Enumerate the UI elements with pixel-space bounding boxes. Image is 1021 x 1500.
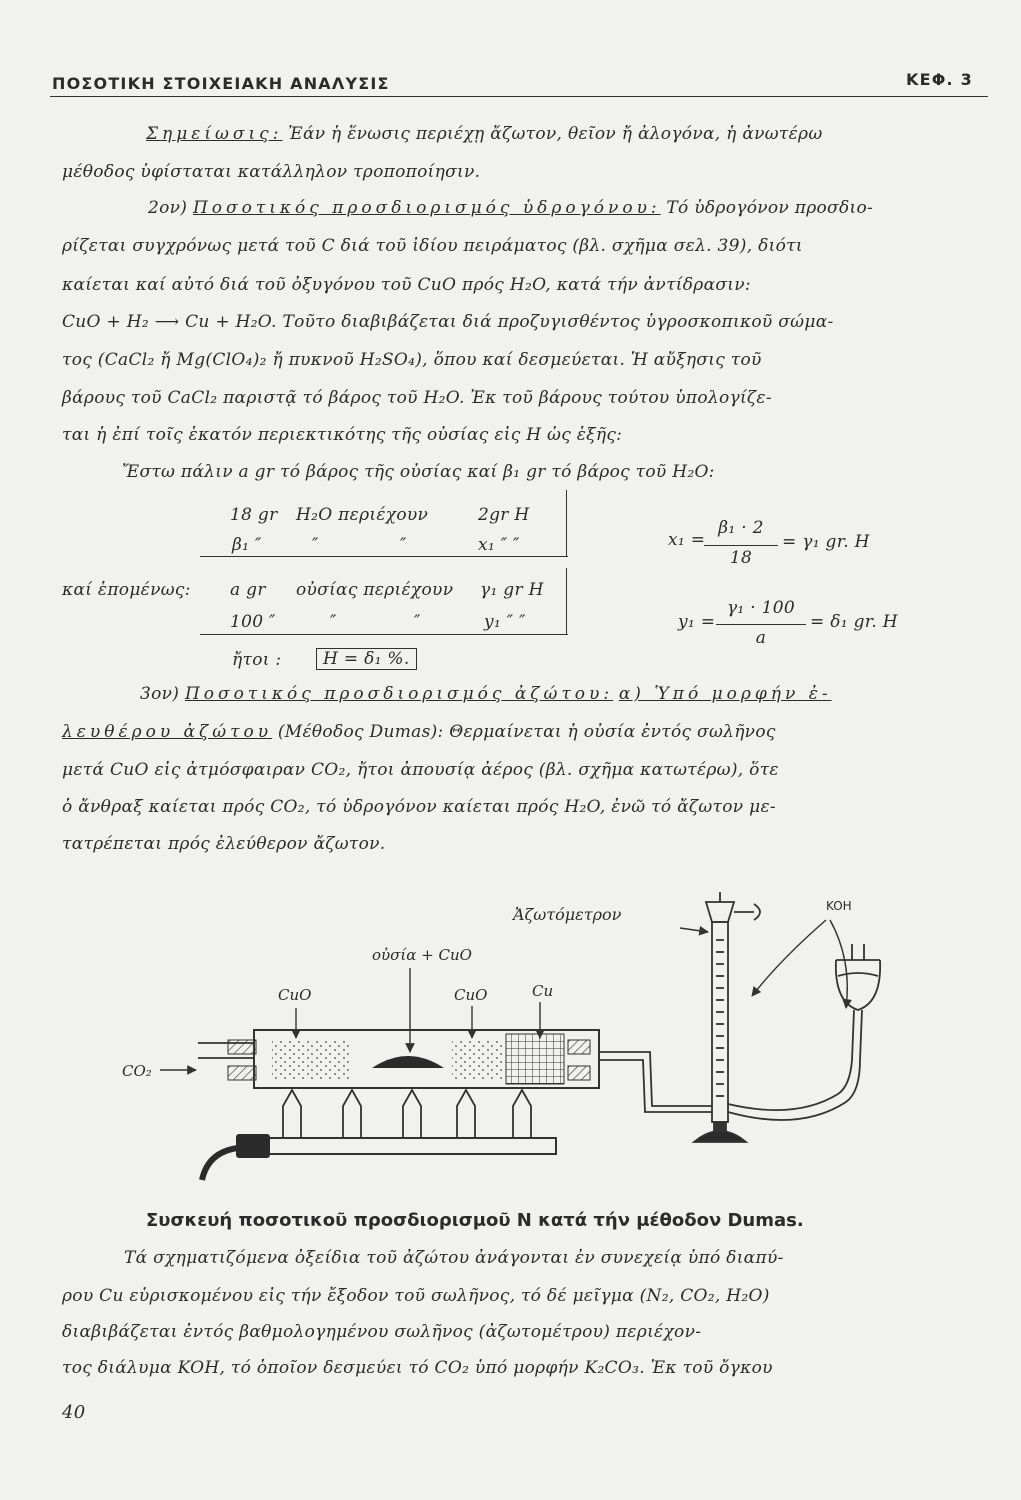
azotometer [694, 892, 760, 1142]
calc-row3-b: a gr [230, 580, 266, 600]
koh-leveling-bulb [836, 944, 880, 1010]
calc-row2-a: β₁ ″ [232, 535, 262, 555]
header-rule [50, 96, 988, 97]
section3-heading-2: λευθέρου ἀζώτου [62, 722, 273, 742]
note-text-1: Ἐάν ἡ ἕνωσις περιέχῃ ἄζωτον, θεῖον ἤ ἀλογόνα, ἡ ἀνωτέρω [288, 124, 823, 144]
section2-line-3: CuO + H₂ ⟶ Cu + H₂O. Τοῦτο διαβιβάζεται διά προζυγισθέντος ὑγροσκοπικοῦ σώμα- [62, 312, 834, 332]
burner-row [268, 1090, 556, 1154]
eq2-lhs: y₁ = [678, 612, 716, 632]
section3-subheading: α) Ὑπό μορφήν ἐ- [618, 684, 832, 704]
running-title: ΠΟΣΟΤΙΚΗ ΣΤΟΙΧΕΙΑΚΗ ΑΝΑΛΥΣΙΣ [52, 74, 390, 93]
outlet-tubing [599, 1052, 712, 1112]
closing-line-4: τος διάλυμα KOH, τό ὁποῖον δεσμεύει τό CO₂ ὑπό μορφήν K₂CO₃. Ἐκ τοῦ ὄγκου [62, 1358, 773, 1378]
label-substance: οὐσία + CuO [372, 946, 472, 964]
note-line-2: μέθοδος ὑφίσταται κατάλληλον τροποποίησιν. [62, 162, 481, 182]
closing-line-2: ρου Cu εὑρισκομένου εἰς τήν ἔξοδον τοῦ σωλῆνος, τό δέ μεῖγμα (N₂, CO₂, H₂O) [62, 1286, 770, 1306]
section3-heading: Ποσοτικός προσδιορισμός ἀζώτου: [184, 684, 614, 704]
section2-line-4: τος (CaCl₂ ἤ Mg(ClO₄)₂ ἤ πυκνοῦ H₂SO₄), ὅπου καί δεσμεύεται. Ἡ αὔξησις τοῦ [62, 350, 762, 370]
page-number: 40 [62, 1402, 86, 1423]
note-label: Σημείωσις: [146, 124, 283, 144]
calc-row3-a: καί ἑπομένως: [62, 580, 191, 600]
calc-row4-a: 100 ″ [230, 612, 276, 632]
section3-line-1 [62, 722, 776, 742]
label-azotometer: Ἀζωτόμετρον [513, 905, 622, 924]
chapter-label: ΚΕΦ. 3 [906, 70, 973, 89]
section2-heading: Ποσοτικός προσδιορισμός ὑδρογόνου: [192, 198, 661, 218]
eq2-numerator: γ₁ · 100 [726, 598, 796, 618]
section3-text-1: (Μέθοδος Dumas): Θερμαίνεται ἡ οὐσία ἐντός σωλῆνος [277, 722, 776, 742]
label-co2: CO₂ [122, 1062, 152, 1080]
label-cuo-right: CuO [454, 986, 488, 1004]
dumas-apparatus-diagram [0, 880, 1021, 1200]
section2-line-1: ρίζεται συγχρόνως μετά τοῦ C διά τοῦ ἰδίου πειράματος (βλ. σχῆμα σελ. 39), διότι [62, 236, 803, 256]
calc-row4-d: y₁ ″ ″ [484, 612, 526, 632]
result-box: H = δ₁ %. [316, 648, 417, 670]
eq2-bar [716, 624, 806, 625]
section3-number: 3ον) [140, 684, 180, 704]
label-koh: KOH [826, 899, 852, 913]
section2-number: 2ον) [148, 198, 188, 218]
closing-line-1: Τά σχηματιζόμενα ὀξείδια τοῦ ἀζώτου ἀνάγονται ἐν συνεχείᾳ ὑπό διαπύ- [124, 1248, 784, 1268]
section3-line-3: ὁ ἄνθραξ καίεται πρός CO₂, τό ὑδρογόνον καίεται πρός H₂O, ἐνῶ τό ἄζωτον με- [62, 797, 776, 817]
eq1-numerator: β₁ · 2 [718, 518, 764, 538]
calc-row1-c: 2gr H [478, 505, 530, 525]
calc-row1-a: 18 gr [230, 505, 278, 525]
calc-hline-1 [200, 556, 568, 557]
section2-line-6: ται ἡ ἐπί τοῖς ἑκατόν περιεκτικότης τῆς οὐσίας εἰς H ὡς ἑξῆς: [62, 425, 623, 445]
calc-row2-d: x₁ ″ ″ [478, 535, 520, 555]
calc-row1-b: H₂O περιέχουν [296, 505, 429, 525]
gas-hose [202, 1134, 270, 1180]
eq2-rhs: = δ₁ gr. H [810, 612, 898, 632]
closing-line-3: διαβιβάζεται ἐντός βαθμολογημένου σωλῆνος (ἀζωτομέτρου) περιέχον- [62, 1322, 702, 1342]
calc-row4-b: ″ [330, 612, 337, 632]
calc-row2-c: ″ [400, 535, 407, 555]
eq2-denominator: a [755, 628, 767, 648]
section3-heading-line [140, 684, 832, 704]
figure-caption: Συσκευή ποσοτικοῦ προσδιορισμοῦ N κατά τήν μέθοδον Dumas. [146, 1210, 804, 1231]
section2-line-2: καίεται καί αὐτό διά τοῦ ὀξυγόνου τοῦ CuO πρός H₂O, κατά τήν ἀντίδρασιν: [62, 275, 751, 295]
eq1-rhs: = γ₁ gr. H [782, 532, 870, 552]
calc-row3-d: γ₁ gr H [480, 580, 544, 600]
section2-line-5: βάρους τοῦ CaCl₂ παριστᾷ τό βάρος τοῦ H₂O. Ἐκ τοῦ βάρους τούτου ὑπολογίζε- [62, 388, 772, 408]
calc-vline-2 [566, 568, 567, 634]
calc-row4-c: ″ [414, 612, 421, 632]
label-cuo-left: CuO [278, 986, 312, 1004]
eq1-denominator: 18 [729, 548, 753, 568]
note-line-1 [146, 124, 823, 144]
calc-vline-1 [566, 490, 567, 556]
section2-line-0: Τό ὑδρογόνον προσδιο- [666, 198, 874, 218]
calc-row3-c: οὐσίας περιέχουν [296, 580, 454, 600]
combustion-tube [198, 1030, 599, 1088]
section2-line-7: Ἔστω πάλιν a gr τό βάρος τῆς οὐσίας καί β₁ gr τό βάρος τοῦ H₂O: [122, 462, 715, 482]
section3-line-2: μετά CuO εἰς ἀτμόσφαιραν CO₂, ἤτοι ἀπουσίᾳ ἀέρος (βλ. σχῆμα κατωτέρω), ὅτε [62, 760, 779, 780]
label-cu: Cu [532, 982, 554, 1000]
calc-hline-2 [200, 634, 568, 635]
calc-row2-b: ″ [312, 535, 319, 555]
eq1-bar [704, 545, 778, 546]
connecting-tube [728, 1010, 862, 1120]
eq1-lhs: x₁ = [668, 530, 706, 550]
section2-heading-line [148, 198, 873, 218]
result-prefix: ἤτοι : [232, 650, 282, 670]
section3-line-4: τατρέπεται πρός ἐλεύθερον ἄζωτον. [62, 834, 386, 854]
